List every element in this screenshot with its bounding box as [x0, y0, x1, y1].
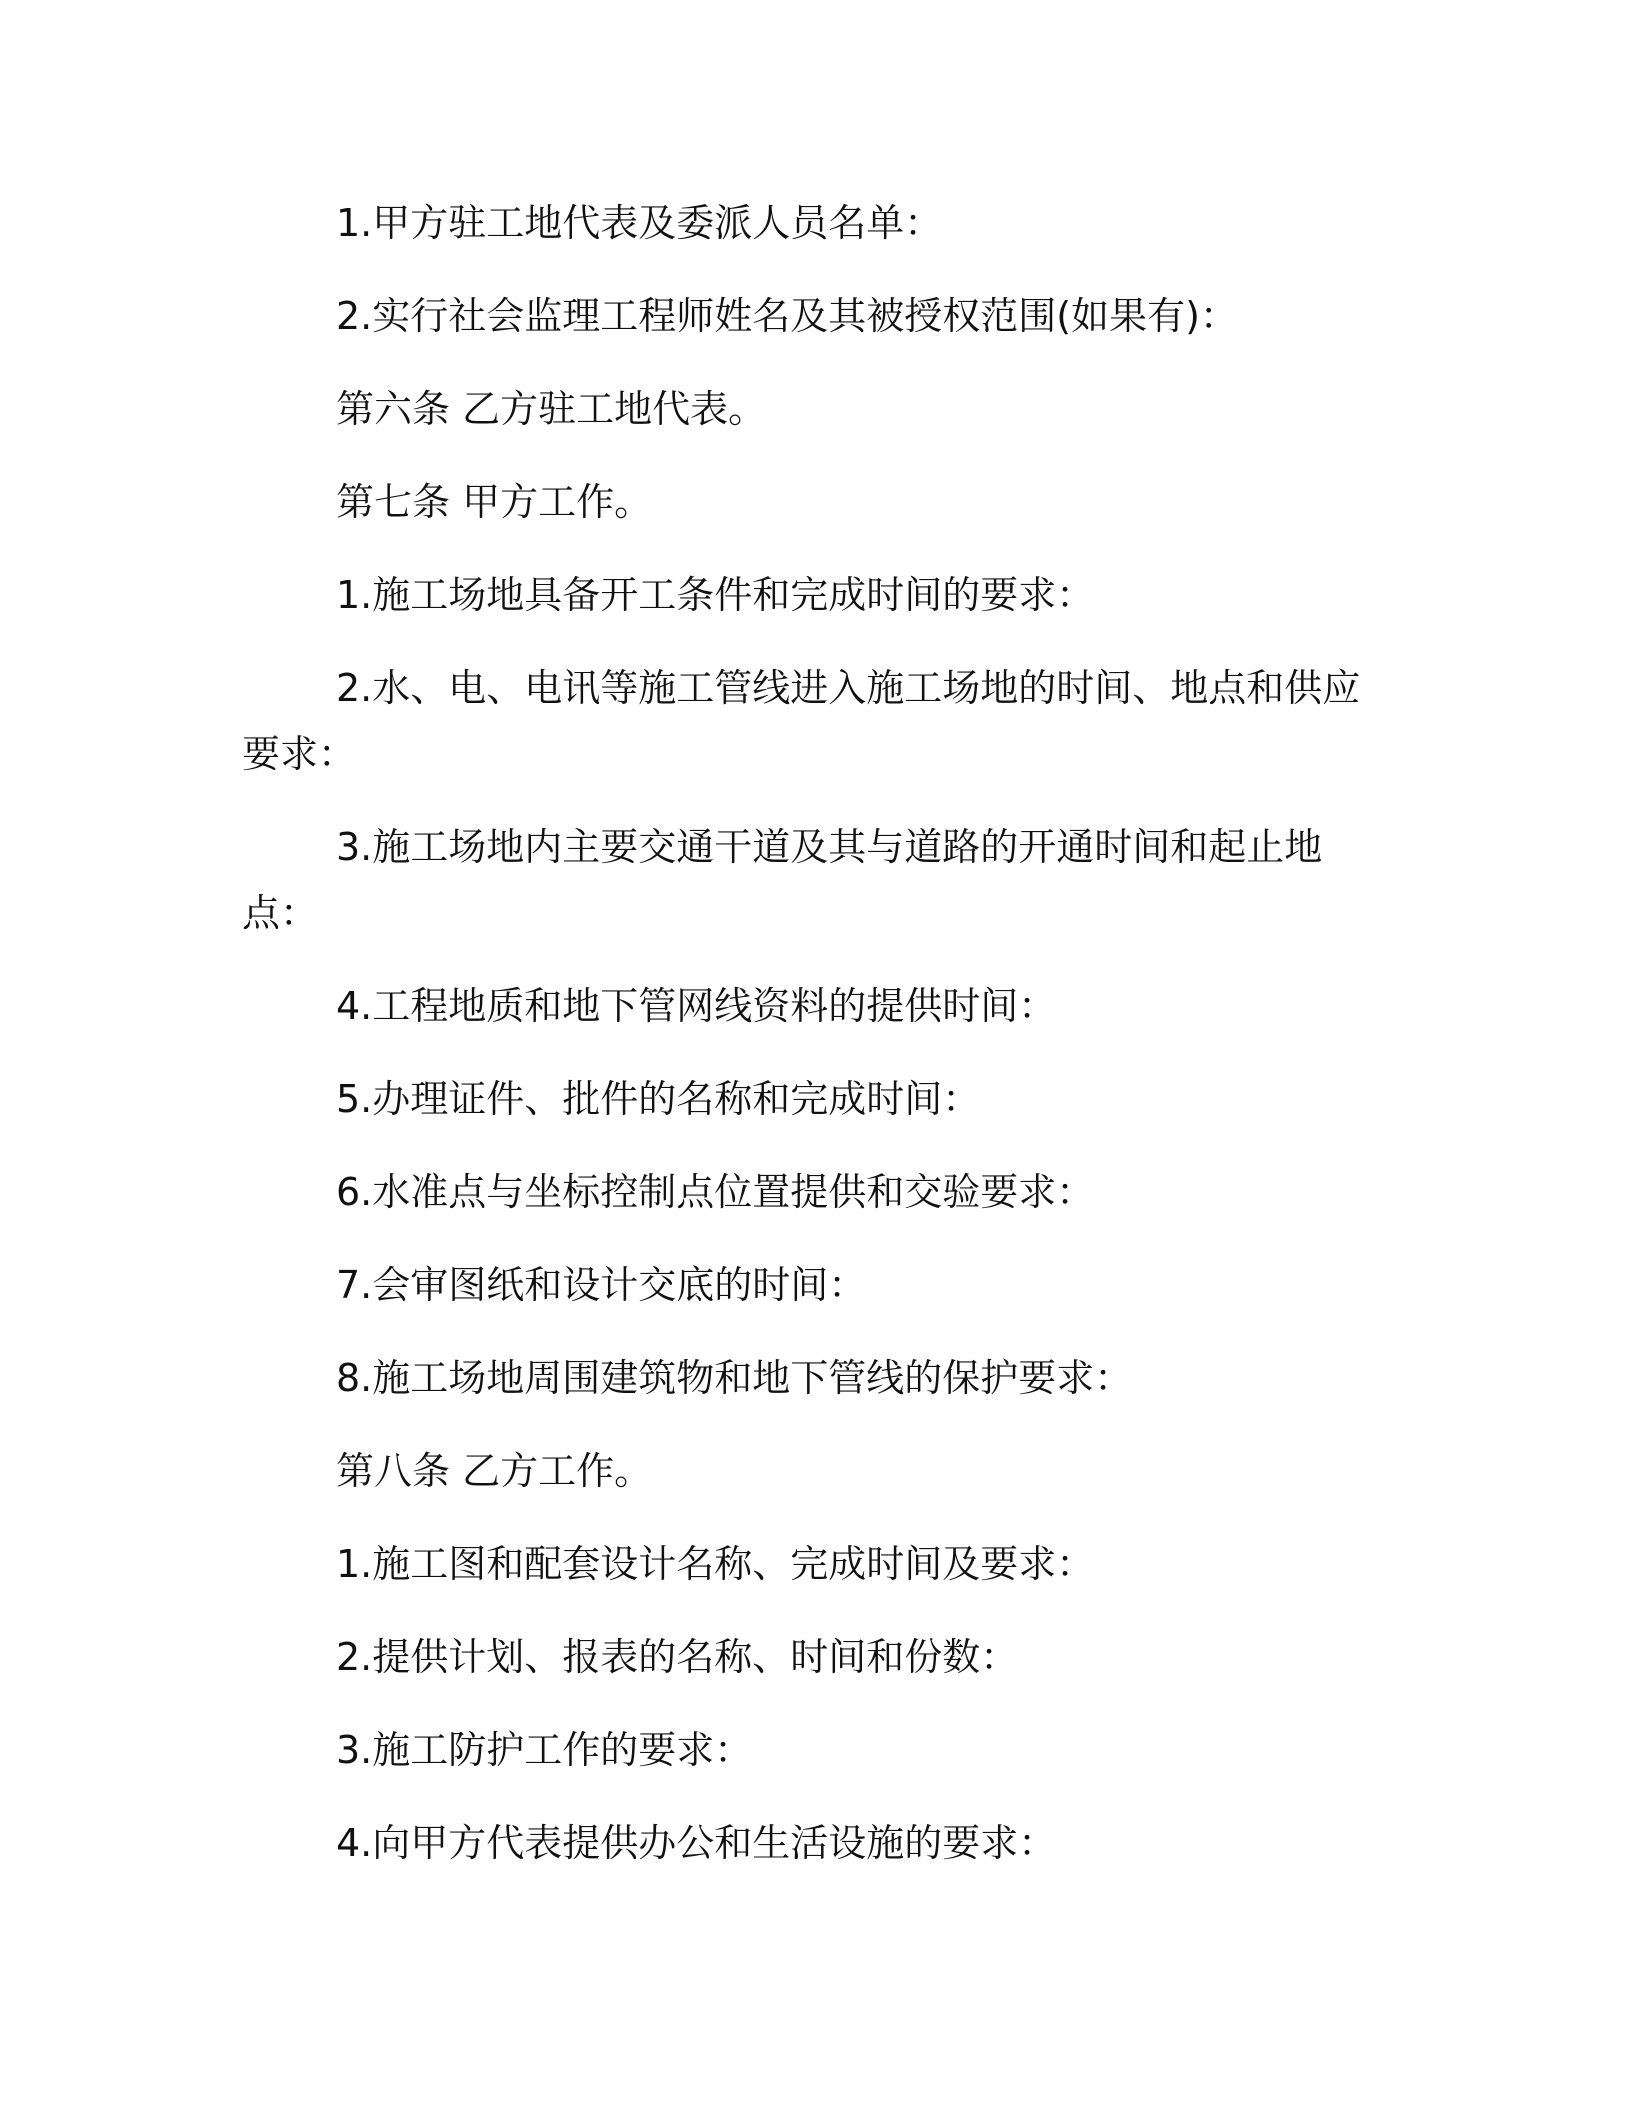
paragraph-article7-7: 7.会审图纸和设计交底的时间： [336, 1263, 867, 1307]
document-body [242, 190, 1392, 1903]
paragraph-article7-8: 8.施工场地周围建筑物和地下管线的保护要求： [336, 1356, 1133, 1400]
paragraph-1: 1.甲方驻工地代表及委派人员名单： [336, 201, 943, 245]
paragraph-article7-4: 4.工程地质和地下管网线资料的提供时间： [336, 984, 1057, 1028]
paragraph-article7-3: 3.施工场地内主要交通干道及其与道路的开通时间和起止地点： [242, 825, 1323, 935]
article-7-heading: 第七条 甲方工作。 [336, 480, 653, 524]
article-6-heading: 第六条 乙方驻工地代表。 [336, 387, 767, 431]
paragraph-article7-6: 6.水准点与坐标控制点位置提供和交验要求： [336, 1170, 1095, 1214]
article-8-heading: 第八条 乙方工作。 [336, 1449, 653, 1493]
paragraph-article7-5: 5.办理证件、批件的名称和完成时间： [336, 1077, 981, 1121]
paragraph-article8-4: 4.向甲方代表提供办公和生活设施的要求： [336, 1821, 1057, 1865]
paragraph-article7-1: 1.施工场地具备开工条件和完成时间的要求： [336, 573, 1095, 617]
paragraph-article8-1: 1.施工图和配套设计名称、完成时间及要求： [336, 1542, 1095, 1586]
paragraph-article8-2: 2.提供计划、报表的名称、时间和份数： [336, 1635, 1019, 1679]
paragraph-2: 2.实行社会监理工程师姓名及其被授权范围(如果有)： [336, 294, 1238, 338]
paragraph-article7-2: 2.水、电、电讯等施工管线进入施工场地的时间、地点和供应要求： [242, 666, 1361, 776]
paragraph-article8-3: 3.施工防护工作的要求： [336, 1728, 753, 1772]
